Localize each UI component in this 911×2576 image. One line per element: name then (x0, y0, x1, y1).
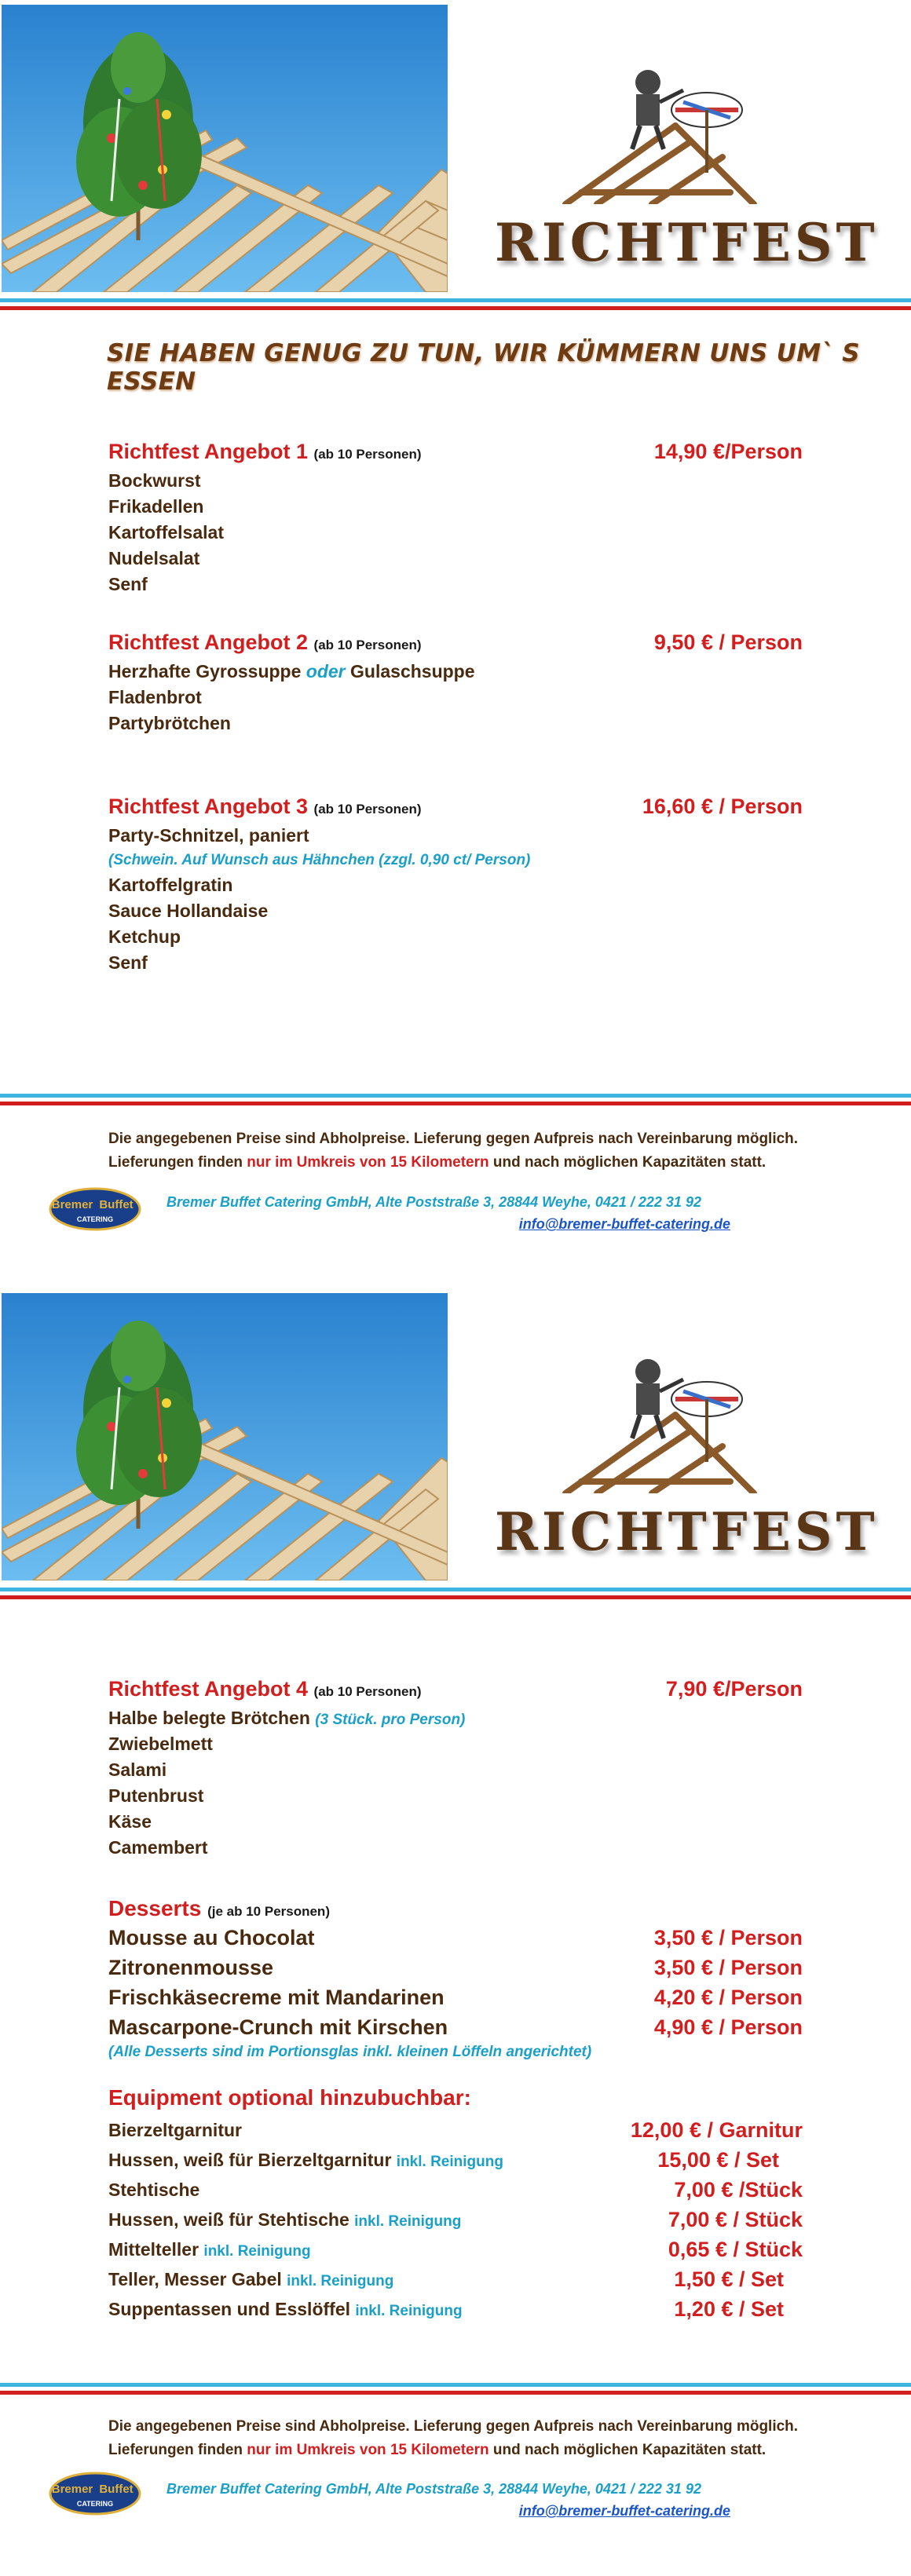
logo-wordmark: RICHTFEST (495, 1501, 879, 1562)
bottom-stripes (0, 1094, 911, 1105)
list-item: Ketchup (108, 926, 181, 947)
richtfest-logo (495, 55, 879, 290)
desserts-footnote: (Alle Desserts sind im Portionsglas inkl. kleinen Löffeln angerichtet) (108, 2044, 592, 2060)
list-item: Käse (108, 1811, 152, 1832)
top-stripes (0, 1588, 911, 1599)
offer-2-price: 9,50 € / Person (653, 630, 803, 654)
bottom-stripes (0, 2383, 911, 2395)
offer-3-price: 16,60 € / Person (642, 795, 803, 818)
list-item: Halbe belegte Brötchen (3 Stück. pro Person) (108, 1708, 466, 1728)
equipment-row: Stehtische 7,00 € /Stück (108, 2178, 803, 2201)
list-item: Frikadellen (108, 496, 204, 517)
list-item: Salami (108, 1759, 167, 1780)
equipment-row: Teller, Messer Gabel inkl. Reinigung 1,50 € / Set (108, 2267, 784, 2291)
headline: SIE HABEN GENUG ZU TUN, WIR KÜMMERN UNS UM` S ESSEN (107, 339, 860, 396)
list-item: Senf (108, 952, 148, 973)
badge-word-left: Bremer (51, 1198, 93, 1211)
offer-4-items (108, 1705, 465, 1861)
desserts-list (108, 1923, 803, 2042)
email-link[interactable]: info@bremer-buffet-catering.de (518, 1216, 730, 1232)
list-item-hint: (Schwein. Auf Wunsch aus Hähnchen (zzgl. 0,90 ct/ Person) (108, 852, 531, 868)
offer-1-title: Richtfest Angebot 1 (ab 10 Personen) (108, 440, 422, 463)
list-item: Fladenbrot (108, 687, 202, 707)
offer-2-items (108, 659, 475, 736)
badge-word-bottom: CATERING (76, 1215, 114, 1223)
dessert-row: Mousse au Chocolat 3,50 € / Person (108, 1926, 803, 1949)
email-link[interactable]: info@bremer-buffet-catering.de (518, 2503, 730, 2519)
badge-word-right: Buffet (99, 1198, 134, 1211)
offer-1-price: 14,90 €/Person (653, 440, 803, 463)
roof-wreath-photo (2, 5, 448, 292)
list-item: Senf (108, 574, 148, 594)
company-address: Bremer Buffet Catering GmbH, Alte Poststraße 3, 28844 Weyhe, 0421 / 222 31 92 (166, 2481, 701, 2497)
list-item: Camembert (108, 1837, 208, 1858)
desserts-title: Desserts (je ab 10 Personen) (108, 1896, 330, 1920)
offer-3-items (108, 823, 530, 976)
equipment-list (108, 2115, 803, 2324)
footer-note: Die angegebenen Preise sind Abholpreise. Lieferung gegen Aufpreis nach Vereinbarung möglich. Lieferungen finden nur im Umkreis von 15 Kilometern und nach möglichen Kapazitäten statt. (108, 1131, 799, 1171)
roof-wreath-photo (2, 1293, 448, 1580)
list-item: Zwiebelmett (108, 1734, 213, 1754)
list-item: Nudelsalat (108, 548, 200, 568)
offer-4-price: 7,90 €/Person (665, 1677, 803, 1701)
badge-word-right: Buffet (99, 2483, 134, 2496)
equipment-row: Bierzeltgarnitur 12,00 € / Garnitur (108, 2118, 803, 2142)
list-item: Party-Schnitzel, paniert (108, 825, 309, 846)
equipment-row: Hussen, weiß für Stehtische inkl. Reinigung 7,00 € / Stück (108, 2208, 803, 2231)
offer-2-title: Richtfest Angebot 2 (ab 10 Personen) (108, 630, 422, 654)
bremer-buffet-badge (49, 1187, 141, 1231)
dessert-row: Mascarpone-Crunch mit Kirschen 4,90 € / Person (108, 2015, 803, 2039)
offer-1-items (108, 468, 224, 597)
list-item: Herzhafte Gyrossuppe oder Gulaschsuppe (108, 661, 475, 681)
equipment-title: Equipment optional hinzubuchbar: (108, 2085, 471, 2110)
offer-4-title: Richtfest Angebot 4 (ab 10 Personen) (108, 1677, 422, 1701)
equipment-row: Mittelteller inkl. Reinigung 0,65 € / Stück (108, 2238, 803, 2261)
dessert-row: Frischkäsecreme mit Mandarinen 4,20 € / Person (108, 1986, 803, 2009)
dessert-row: Zitronenmousse 3,50 € / Person (108, 1956, 803, 1979)
list-item: Sauce Hollandaise (108, 901, 269, 921)
equipment-row: Hussen, weiß für Bierzeltgarnitur inkl. Reinigung 15,00 € / Set (108, 2148, 779, 2172)
badge-word-left: Bremer (51, 2483, 93, 2496)
equipment-row: Suppentassen und Esslöffel inkl. Reinigung 1,20 € / Set (108, 2297, 784, 2321)
offer-3-title: Richtfest Angebot 3 (ab 10 Personen) (108, 795, 422, 818)
list-item: Bockwurst (108, 470, 201, 491)
list-item: Partybrötchen (108, 713, 231, 733)
richtfest-logo (495, 1344, 879, 1580)
logo-wordmark: RICHTFEST (495, 212, 879, 273)
footer-note: Die angegebenen Preise sind Abholpreise. Lieferung gegen Aufpreis nach Vereinbarung möglich. Lieferungen finden nur im Umkreis von 15 Kilometern und nach möglichen Kapazitäten statt. (108, 2418, 799, 2458)
bremer-buffet-badge (49, 2472, 141, 2516)
list-item: Putenbrust (108, 1785, 204, 1806)
top-stripes (0, 298, 911, 310)
list-item: Kartoffelsalat (108, 522, 224, 543)
badge-word-bottom: CATERING (76, 2500, 114, 2508)
company-address: Bremer Buffet Catering GmbH, Alte Poststraße 3, 28844 Weyhe, 0421 / 222 31 92 (166, 1194, 701, 1210)
list-item: Kartoffelgratin (108, 875, 233, 895)
flyer-page-2 (0, 1288, 911, 2576)
